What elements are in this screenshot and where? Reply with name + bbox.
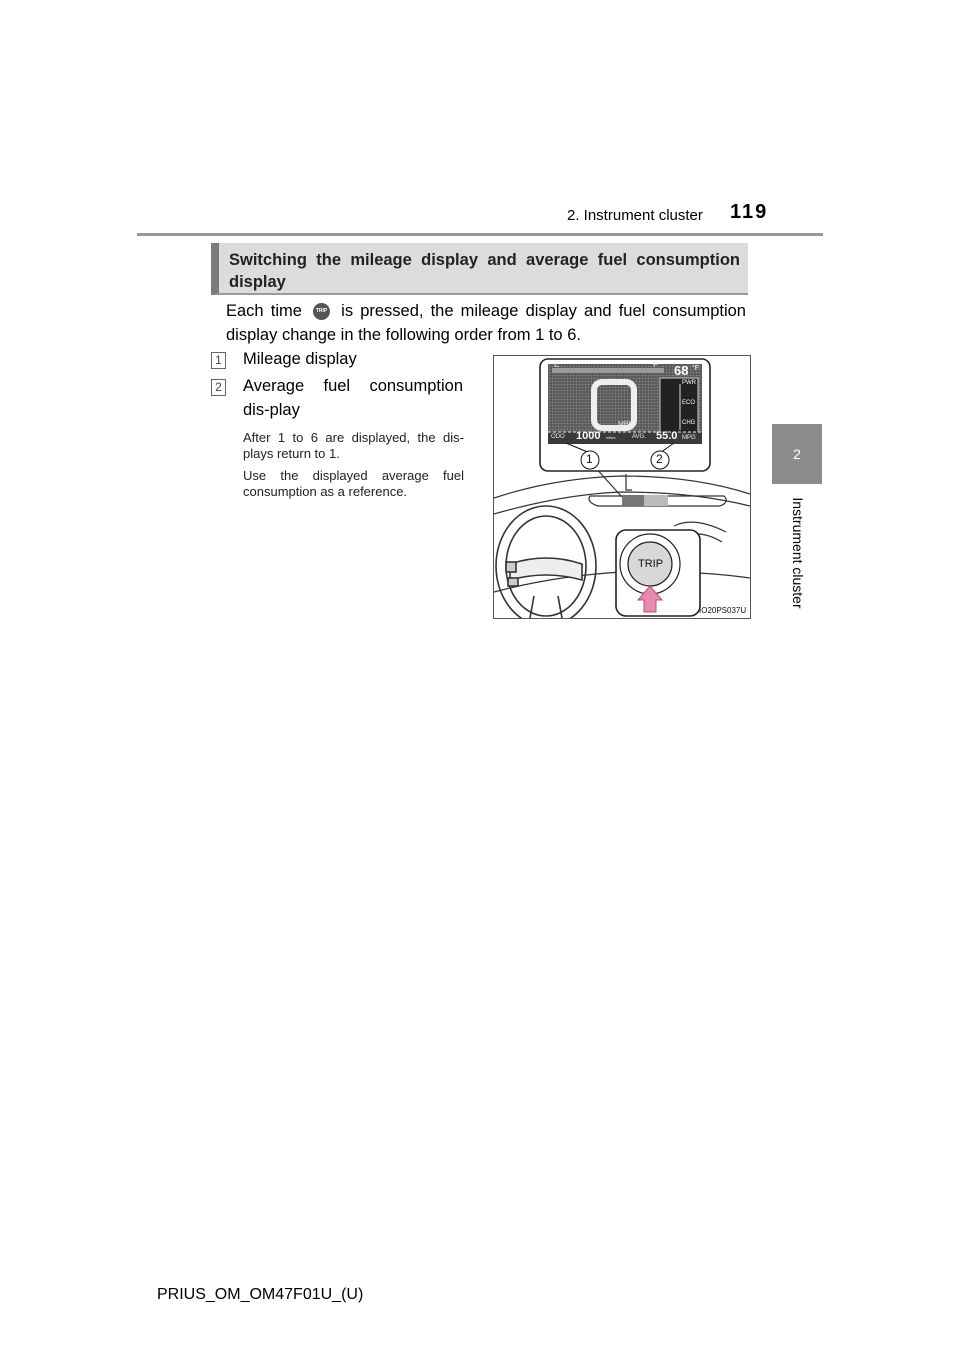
fuel-gauge-empty: E	[554, 360, 560, 369]
chapter-tab	[772, 424, 822, 484]
outside-temperature: 68	[674, 363, 689, 378]
item-number-1: 1	[211, 352, 226, 369]
figure-code: IO20PS037U	[699, 606, 747, 615]
figure-illustration	[494, 356, 750, 618]
item-label-mileage: Mileage display	[243, 350, 357, 368]
header-rule	[137, 233, 823, 236]
callout-1: 1	[586, 452, 593, 466]
fuel-gauge-full: F	[653, 360, 658, 369]
chapter-number: 2	[793, 446, 801, 462]
intro-after-icon: is pressed, the mileage display and fuel consumption display change in the following order from 1 to 6.	[226, 302, 746, 344]
trip-button-label: TRIP	[638, 558, 664, 570]
average-unit: MPG	[682, 435, 696, 441]
note-return: After 1 to 6 are displayed, the dis-plays return to 1.	[243, 430, 464, 461]
indicator-pwr: PWR	[682, 380, 696, 386]
temperature-unit: °F	[692, 365, 700, 372]
chapter-side-label	[786, 494, 810, 612]
note-reference: Use the displayed average fuel consumption as a reference.	[243, 468, 464, 499]
indicator-eco: ECO	[682, 400, 696, 406]
trip-button-icon: TRIP	[313, 303, 330, 320]
footer-document-id: PRIUS_OM_OM47F01U_(U)	[157, 1286, 364, 1303]
odometer-label: ODO	[551, 434, 565, 440]
speed-readout	[611, 380, 612, 381]
page-number: 119	[730, 201, 769, 223]
intro-paragraph	[226, 299, 746, 347]
average-value: 55.0	[656, 430, 678, 442]
running-header-section: 2. Instrument cluster	[567, 207, 703, 224]
indicator-chg: CHG	[682, 420, 696, 426]
instrument-cluster-figure	[493, 355, 751, 619]
chapter-title: Instrument cluster	[790, 497, 806, 609]
item-label-average-fuel: Average fuel consumption dis-play	[243, 377, 463, 419]
steering-wheel	[496, 506, 596, 618]
section-heading: Switching the mileage display and average fuel consumption display	[211, 243, 748, 295]
callout-2: 2	[656, 452, 663, 466]
speed-unit: MPH	[618, 421, 634, 428]
odometer-unit: miles	[606, 435, 616, 440]
odometer-value: 1000	[576, 430, 601, 442]
item-number-2: 2	[211, 379, 226, 396]
dashboard-display	[622, 495, 644, 506]
intro-before-icon: Each time	[226, 302, 302, 320]
average-label: AVG.	[632, 434, 646, 440]
